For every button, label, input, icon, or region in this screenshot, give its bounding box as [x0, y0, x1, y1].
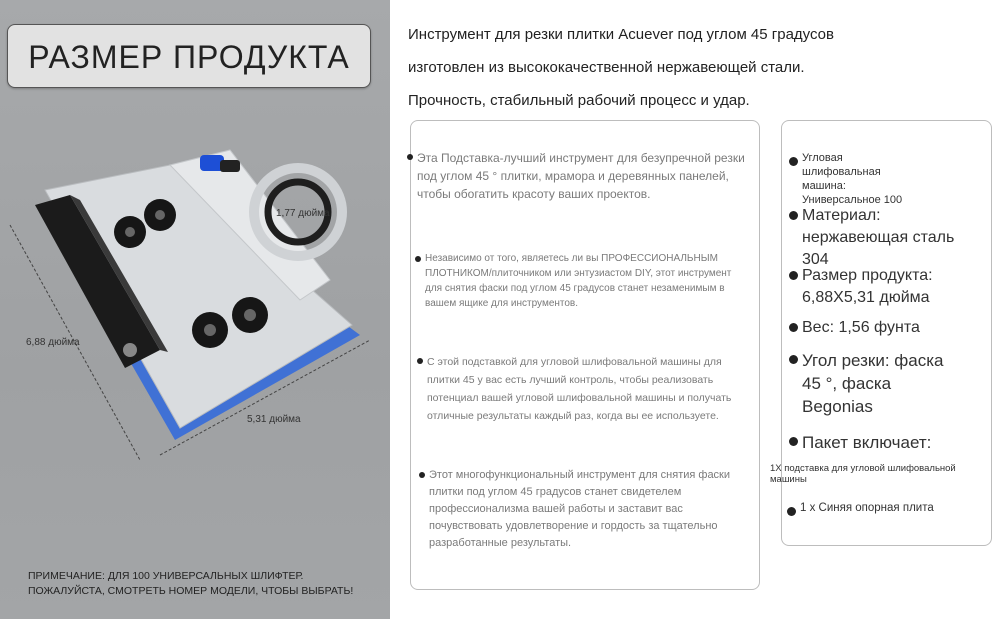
- bullet-icon: [789, 157, 798, 166]
- length-label: 6,88 дюйма: [26, 337, 80, 348]
- spec-angle: Угол резки: фаска 45 °, фаска Begonias: [802, 349, 952, 418]
- bullet-icon: [789, 323, 798, 332]
- page-title: РАЗМЕР ПРОДУКТА: [28, 39, 350, 75]
- bullet-icon: [407, 154, 413, 160]
- feature-paragraph: Независимо от того, являетесь ли вы ПРОФЕССИОНАЛЬНЫМ ПЛОТНИКОМ/плиточником или энтузиастом DIY, этот инструмент для снятия фаски под углом 45 градусов станет незаменимым в вашем ящике для инструментов.: [425, 251, 751, 311]
- package-item: 1 х Синяя опорная плита: [800, 501, 985, 515]
- spec-material: Материал: нержавеющая сталь 304: [802, 205, 982, 271]
- product-panel: [0, 0, 390, 619]
- bullet-icon: [789, 437, 798, 446]
- diameter-label: 1,77 дюйма: [276, 208, 330, 219]
- features-card: [410, 120, 760, 590]
- bullet-icon: [415, 256, 421, 262]
- bullet-icon: [787, 507, 796, 516]
- bullet-icon: [789, 355, 798, 364]
- spec-weight: Вес: 1,56 фунта: [802, 317, 982, 339]
- bullet-icon: [789, 271, 798, 280]
- bullet-icon: [419, 472, 425, 478]
- intro-text: Инструмент для резки плитки Acuever под углом 45 градусов изготовлен из высококачественной нержавеющей стали. Прочность, стабильный рабочий процесс и удар.: [408, 26, 834, 109]
- feature-paragraph: Эта Подставка-лучший инструмент для безупречной резки под углом 45 ° плитки, мрамора и деревянных панелей, чтобы обогатить красоту ваших проектов.: [417, 149, 753, 203]
- model-note: ПРИМЕЧАНИЕ: ДЛЯ 100 УНИВЕРСАЛЬНЫХ ШЛИФТЕР. ПОЖАЛУЙСТА, СМОТРЕТЬ НОМЕР МОДЕЛИ, ЧТОБЫ ВЫБРАТЬ!: [28, 570, 354, 597]
- specs-card: [770, 120, 992, 546]
- feature-paragraph: Этот многофункциональный инструмент для снятия фаски плитки под углом 45 градусов станет свидетелем профессионализма вашей работы и заставит вас почувствовать удовлетворение и гордость за тщательно разработанные результаты.: [429, 467, 743, 552]
- bullet-icon: [417, 358, 423, 364]
- feature-paragraph: С этой подставкой для угловой шлифовальной машины для плитки 45 у вас есть лучший контроль, чтобы реализовать потенциал вашей угловой шлифовальной машины и получать отличные результаты каждый раз, когда вы ее используете.: [427, 353, 753, 425]
- spec-machine: Угловая шлифовальная машина: Универсальное 100: [802, 151, 922, 207]
- package-item: 1X подставка для угловой шлифовальной машины: [770, 463, 956, 485]
- bullet-icon: [789, 211, 798, 220]
- spec-size: Размер продукта: 6,88X5,31 дюйма: [802, 265, 967, 309]
- title-box: [7, 24, 371, 88]
- package-title: Пакет включает:: [802, 431, 982, 454]
- width-label: 5,31 дюйма: [247, 414, 301, 425]
